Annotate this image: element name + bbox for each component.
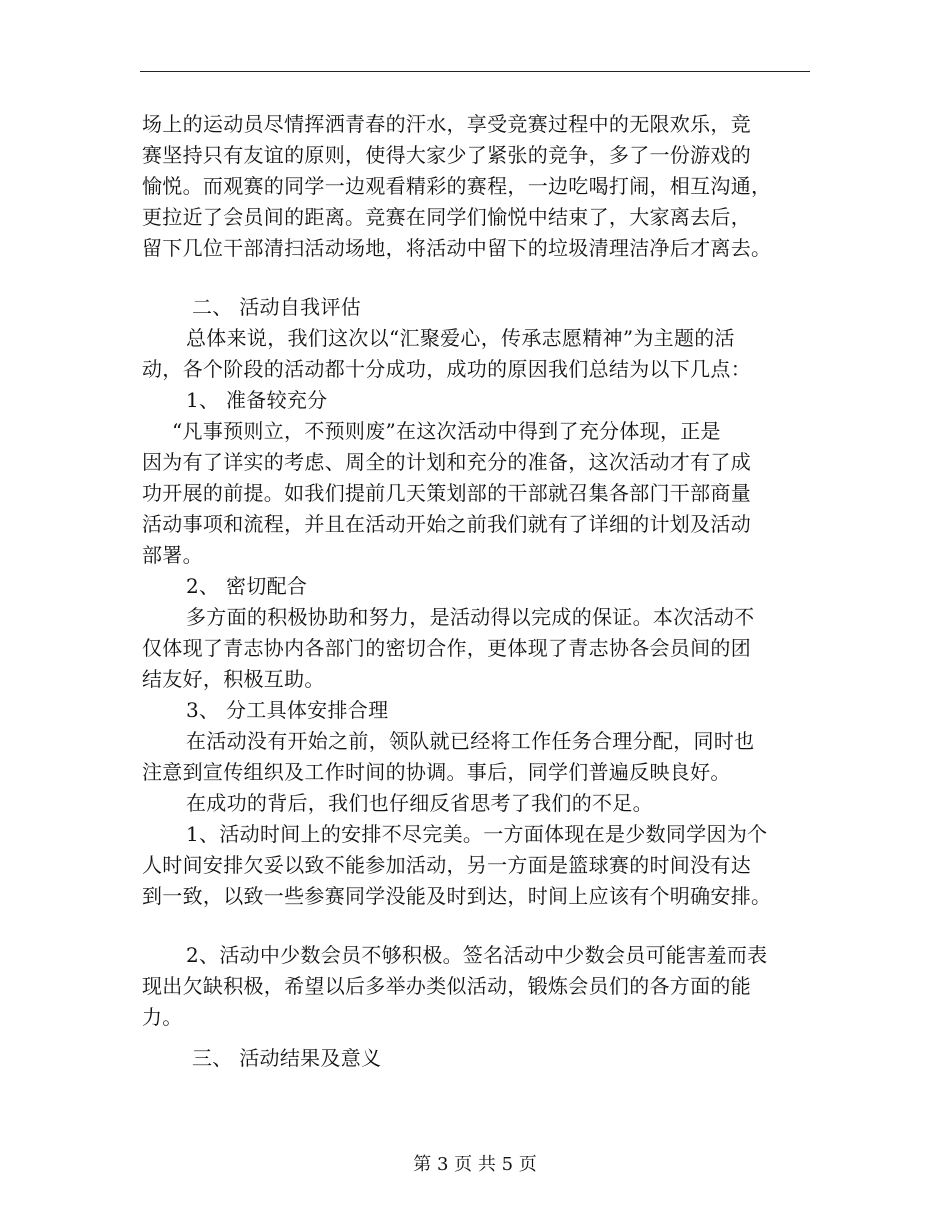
subsection-heading: 1、 准备较充分 bbox=[186, 388, 328, 412]
text-line: 场上的运动员尽情挥洒青春的汗水，享受竞赛过程中的无限欢乐，竞 bbox=[142, 112, 751, 136]
text-line: 人时间安排欠妥以致不能参加活动，另一方面是篮球赛的时间没有达 bbox=[142, 853, 751, 877]
text-line: 活动事项和流程，并且在活动开始之前我们就有了详细的计划及活动 bbox=[142, 512, 751, 536]
text-line: 力。 bbox=[142, 1005, 183, 1029]
text-line: 动，各个阶段的活动都十分成功，成功的原因我们总结为以下几点： bbox=[142, 357, 751, 381]
text-line: 更拉近了会员间的距离。竞赛在同学们愉悦中结束了，大家离去后， bbox=[142, 205, 751, 229]
text-line: 多方面的积极协助和努力，是活动得以完成的保证。本次活动不 bbox=[186, 605, 755, 629]
text-line: “凡事预则立，不预则废”在这次活动中得到了充分体现，正是 bbox=[172, 419, 721, 443]
text-line: 到一致，以致一些参赛同学没能及时到达，时间上应该有个明确安排。 bbox=[142, 884, 772, 908]
subsection-heading: 3、 分工具体安排合理 bbox=[186, 698, 389, 722]
text-line: 现出欠缺积极，希望以后多举办类似活动，锻炼会员们的各方面的能 bbox=[142, 974, 751, 998]
section-heading: 二、 活动自我评估 bbox=[192, 295, 362, 319]
section-heading: 三、 活动结果及意义 bbox=[192, 1046, 382, 1070]
text-line: 赛坚持只有友谊的原则，使得大家少了紧张的竞争，多了一份游戏的 bbox=[142, 143, 751, 167]
text-line: 在成功的背后，我们也仔细反省思考了我们的不足。 bbox=[186, 791, 653, 815]
text-line: 部署。 bbox=[142, 543, 203, 567]
header-rule bbox=[140, 71, 810, 72]
text-line: 在活动没有开始之前，领队就已经将工作任务合理分配，同时也 bbox=[186, 729, 755, 753]
page-number: 第 3 页 共 5 页 bbox=[413, 1154, 537, 1175]
text-line: 结友好，积极互助。 bbox=[142, 667, 325, 691]
text-line: 总体来说，我们这次以“汇聚爱心，传承志愿精神”为主题的活 bbox=[186, 326, 735, 350]
text-line: 留下几位干部清扫活动场地，将活动中留下的垃圾清理洁净后才离去。 bbox=[142, 236, 772, 260]
text-line: 因为有了详实的考虑、周全的计划和充分的准备，这次活动才有了成 bbox=[142, 450, 751, 474]
text-line: 注意到宣传组织及工作时间的协调。事后，同学们普遍反映良好。 bbox=[142, 760, 731, 784]
text-line: 功开展的前提。如我们提前几天策划部的干部就召集各部门干部商量 bbox=[142, 481, 751, 505]
text-line: 仅体现了青志协内各部门的密切合作，更体现了青志协各会员间的团 bbox=[142, 636, 751, 660]
text-line: 愉悦。而观赛的同学一边观看精彩的赛程，一边吃喝打闹，相互沟通， bbox=[142, 174, 772, 198]
text-line: 2、活动中少数会员不够积极。签名活动中少数会员可能害羞而表 bbox=[186, 943, 768, 967]
text-line: 1、活动时间上的安排不尽完美。一方面体现在是少数同学因为个 bbox=[186, 822, 768, 846]
subsection-heading: 2、 密切配合 bbox=[186, 574, 308, 598]
